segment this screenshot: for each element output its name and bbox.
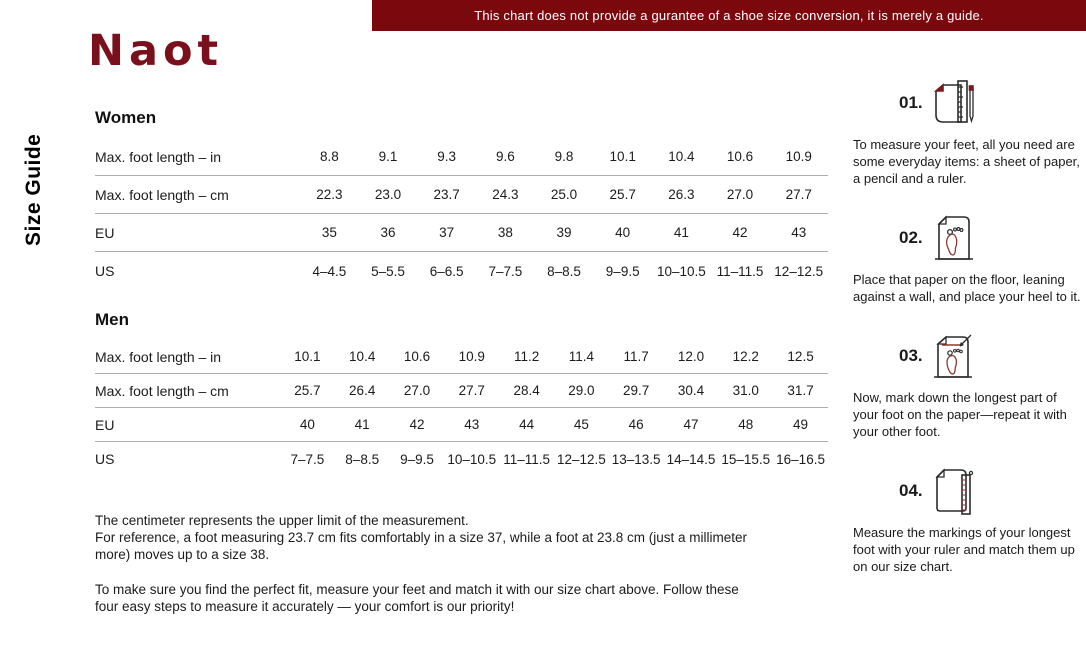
size-value: 10.4 xyxy=(668,149,695,164)
size-value: 25.7 xyxy=(294,383,321,398)
size-value: 7–7.5 xyxy=(290,451,325,467)
size-value: 22.3 xyxy=(316,187,343,202)
size-value: 7–7.5 xyxy=(488,263,523,279)
size-value: 5–5.5 xyxy=(371,263,405,279)
size-value: 45 xyxy=(573,417,589,432)
footnote-line-1: The centimeter represents the upper limit of the measurement. xyxy=(95,513,469,528)
size-value: 12.0 xyxy=(677,349,705,364)
table-row xyxy=(95,340,828,374)
size-value: 27.7 xyxy=(458,383,485,398)
row-label: Max. foot length – cm xyxy=(95,186,229,203)
page-title: Size Guide xyxy=(22,133,45,246)
size-value: 9–9.5 xyxy=(605,263,640,279)
step-03-number: 03. xyxy=(899,346,923,365)
size-value: 36 xyxy=(380,225,396,240)
size-value: 10.9 xyxy=(458,349,485,364)
table-row xyxy=(95,214,828,252)
step-04-text: Measure the markings of your longest foot with your ruler and match them up on our size chart. xyxy=(853,525,1075,574)
men-size-table xyxy=(95,340,828,476)
size-value: 27.7 xyxy=(785,187,812,202)
size-value: 8.8 xyxy=(319,149,339,164)
size-value: 27.0 xyxy=(726,187,754,202)
step-04 xyxy=(853,466,1085,575)
step-01-header xyxy=(853,78,1085,128)
size-value: 11.2 xyxy=(513,349,540,364)
size-value: 37 xyxy=(439,225,455,240)
women-size-table xyxy=(95,138,828,290)
row-label: Max. foot length – in xyxy=(95,348,222,365)
women-table-title: Women xyxy=(95,108,157,127)
size-value: 8–8.5 xyxy=(547,263,581,279)
size-value: 10.9 xyxy=(785,149,812,164)
row-label: US xyxy=(95,451,115,467)
table-row xyxy=(95,176,828,214)
table-row xyxy=(95,252,828,290)
size-value: 10.4 xyxy=(349,349,376,364)
step-01-text: To measure your feet, all you need are some everyday items: a sheet of paper, a pencil and a ruler. xyxy=(853,137,1080,186)
size-value: 23.7 xyxy=(433,187,460,202)
size-value: 9–9.5 xyxy=(400,451,434,467)
size-value: 9.3 xyxy=(437,149,457,164)
size-value: 14–14.5 xyxy=(666,451,716,467)
table-row xyxy=(95,138,828,176)
size-value: 43 xyxy=(464,417,480,432)
size-value: 10.1 xyxy=(294,349,321,364)
step-01-number: 01. xyxy=(899,93,923,112)
size-value: 4–4.5 xyxy=(312,263,347,279)
size-value: 44 xyxy=(519,417,535,432)
footnote-paragraph-1 xyxy=(95,512,753,563)
size-value: 9.8 xyxy=(554,149,574,164)
size-value: 16–16.5 xyxy=(776,451,825,467)
size-value: 41 xyxy=(354,417,370,432)
measuring-steps xyxy=(853,78,1085,601)
row-label: Max. foot length – cm xyxy=(95,382,229,399)
size-value: 11–11.5 xyxy=(716,263,764,279)
size-value: 9.1 xyxy=(378,149,398,164)
footnote-line-2: For reference, a foot measuring 23.7 cm fits comfortably in a size 37, while a foot at 23.8 cm (just a millimeter more) moves up to a size 38. xyxy=(95,530,748,562)
footnote-paragraph-2: To make sure you find the perfect fit, measure your feet and match it with our size chart above. Follow these four easy steps to measure it accurately — your comfort is our priority! xyxy=(95,582,739,614)
row-label: Max. foot length – in xyxy=(95,148,222,165)
size-value: 40 xyxy=(299,417,315,432)
size-value: 47 xyxy=(683,417,699,432)
step-04-header xyxy=(853,466,1085,516)
size-value: 12.2 xyxy=(732,349,759,364)
size-value: 40 xyxy=(615,225,631,240)
size-value: 31.0 xyxy=(732,383,759,398)
paper-ruler-pencil-icon xyxy=(930,78,976,128)
row-label: EU xyxy=(95,224,115,241)
size-value: 26.3 xyxy=(668,187,695,202)
size-value: 29.7 xyxy=(623,383,650,398)
size-value: 12.5 xyxy=(787,349,814,364)
step-02-header xyxy=(853,213,1085,263)
size-value: 10.1 xyxy=(609,149,636,164)
size-value: 25.7 xyxy=(609,187,636,202)
size-value: 12–12.5 xyxy=(556,451,606,467)
paper-footprint-pencil-icon xyxy=(930,331,976,381)
size-value: 26.4 xyxy=(349,383,376,398)
size-value: 10.6 xyxy=(726,149,754,164)
size-value: 6–6.5 xyxy=(429,263,464,279)
size-value: 28.4 xyxy=(513,383,540,398)
size-value: 25.0 xyxy=(550,187,578,202)
size-value: 10.6 xyxy=(403,349,431,364)
size-value: 15–15.5 xyxy=(721,451,771,467)
size-value: 13–13.5 xyxy=(611,451,661,467)
size-value: 11–11.5 xyxy=(503,451,550,467)
size-value: 24.3 xyxy=(492,187,519,202)
size-value: 10–10.5 xyxy=(447,451,497,467)
size-value: 46 xyxy=(628,417,644,432)
size-value: 11.7 xyxy=(623,349,649,364)
warning-banner xyxy=(372,0,1086,31)
size-value: 8–8.5 xyxy=(345,451,380,467)
step-01 xyxy=(853,78,1085,187)
size-value: 23.0 xyxy=(374,187,402,202)
size-value: 35 xyxy=(321,225,337,240)
table-row xyxy=(95,442,828,476)
table-row xyxy=(95,374,828,408)
size-value: 30.4 xyxy=(677,383,705,398)
step-03-text: Now, mark down the longest part of your foot on the paper—repeat it with your other foot. xyxy=(853,390,1067,439)
warning-banner-text: This chart does not provide a gurantee of a shoe size conversion, it is merely a guide. xyxy=(474,8,984,23)
size-value: 48 xyxy=(738,417,754,432)
step-04-number: 04. xyxy=(899,481,923,500)
size-value: 43 xyxy=(791,225,807,240)
size-value: 49 xyxy=(793,417,809,432)
step-02 xyxy=(853,213,1085,305)
size-value: 29.0 xyxy=(568,383,595,398)
step-03 xyxy=(853,331,1085,440)
footnotes xyxy=(95,512,753,615)
size-value: 39 xyxy=(556,225,572,240)
size-value: 38 xyxy=(497,225,513,240)
naot-logo: Naot xyxy=(88,26,224,76)
row-label: US xyxy=(95,263,115,279)
size-value: 11.4 xyxy=(568,349,595,364)
size-value: 10–10.5 xyxy=(656,263,706,279)
size-value: 41 xyxy=(673,225,689,240)
step-03-header xyxy=(853,331,1085,381)
size-value: 12–12.5 xyxy=(774,263,824,279)
size-value: 42 xyxy=(409,417,425,432)
paper-ruler-icon xyxy=(930,466,976,516)
size-value: 27.0 xyxy=(403,383,431,398)
men-table-title: Men xyxy=(95,310,129,329)
paper-footprint-icon xyxy=(930,213,976,263)
size-value: 42 xyxy=(732,225,748,240)
table-row xyxy=(95,408,828,442)
step-02-text: Place that paper on the floor, leaning against a wall, and place your heel to it. xyxy=(853,272,1081,304)
step-02-number: 02. xyxy=(899,228,923,247)
size-value: 9.6 xyxy=(495,149,515,164)
size-tables-section xyxy=(95,108,828,476)
row-label: EU xyxy=(95,416,115,433)
size-value: 31.7 xyxy=(787,383,814,398)
